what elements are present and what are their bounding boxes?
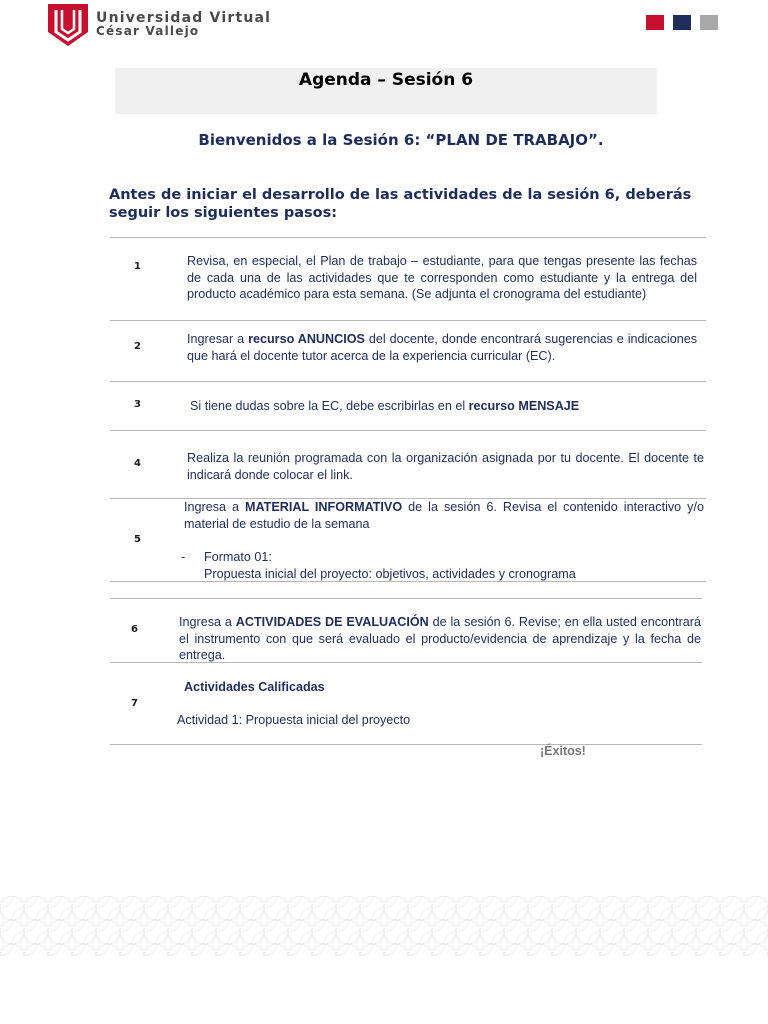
- step-text-pre: Ingresa a: [184, 500, 246, 514]
- step-number: 6: [131, 624, 138, 635]
- step-number: 4: [134, 458, 141, 469]
- step-text-post: de la sesión 6. Revisa el contenido interactivo y/o material de estudio de la semana: [184, 500, 704, 531]
- step-text-pre: Ingresar a: [187, 332, 249, 346]
- step-text: Revisa, en especial, el Plan de trabajo – estudiante, para que tengas presente las fechas de cada una de las actividades que te corresponden como estudiante y la entrega del producto académico para esta semana. (Se adjunta el cronograma del estudiante): [187, 254, 697, 301]
- step-text-post: del docente, donde encontrará sugerencias e indicaciones que hará el docente tutor acerca de la experiencia curricular (EC).: [187, 332, 698, 363]
- step-resource-name: MATERIAL INFORMATIVO: [245, 500, 403, 514]
- divider: [110, 598, 702, 599]
- step-number: 1: [134, 261, 141, 272]
- divider: [110, 381, 706, 382]
- navy-square: [673, 15, 691, 30]
- step-text-post: de la sesión 6. Revise; en ella usted encontrará el instrumento con que será evaluado el producto/evidencia de aprendizaje y la fecha de entrega.: [179, 615, 701, 662]
- divider: [110, 744, 702, 745]
- sub-item-title: Formato 01:: [204, 550, 272, 564]
- step-text: [179, 614, 701, 664]
- step-number: 2: [134, 341, 141, 352]
- logo-text-line2: César Vallejo: [96, 24, 200, 38]
- step-resource-name: recurso MENSAJE: [468, 399, 580, 413]
- step-number: 7: [131, 698, 138, 709]
- logo-text-line1: Universidad Virtual: [96, 10, 272, 26]
- red-square: [646, 15, 664, 30]
- divider: [110, 430, 706, 431]
- university-logo: [46, 2, 272, 48]
- page-title: [115, 68, 657, 114]
- step-text: [190, 398, 700, 415]
- welcome-heading: Bienvenidos a la Sesión 6: “PLAN DE TRABAJO”.: [198, 131, 604, 149]
- step-text-pre: Ingresa a: [179, 615, 236, 629]
- divider: [110, 237, 706, 238]
- divider: [110, 320, 706, 321]
- page-title-text: Agenda – Sesión 6: [298, 70, 474, 90]
- step-number: 3: [134, 399, 141, 410]
- step-text: [187, 331, 697, 364]
- sub-item-text: Propuesta inicial del proyecto: objetivos, actividades y cronograma: [204, 567, 576, 581]
- decorative-pattern: [0, 896, 768, 956]
- gray-square: [700, 15, 718, 30]
- shield-logo-icon: [46, 2, 90, 48]
- step-text: [184, 499, 704, 532]
- closing-message: ¡Éxitos!: [540, 744, 586, 758]
- bullet-marker: -: [181, 550, 186, 564]
- intro-text: Antes de iniciar el desarrollo de las actividades de la sesión 6, deberás seguir los siguientes pasos:: [109, 187, 692, 221]
- step-text: Actividad 1: Propuesta inicial del proyecto: [177, 713, 411, 727]
- step-resource-name: recurso ANUNCIOS: [248, 332, 365, 346]
- step-heading: Actividades Calificadas: [184, 680, 325, 694]
- step-number: 5: [134, 534, 141, 545]
- step-text-pre: Si tiene dudas sobre la EC, debe escribirlas en el: [190, 399, 469, 413]
- step-text: Realiza la reunión programada con la organización asignada por tu docente. El docente te indicará donde colocar el link.: [187, 451, 704, 482]
- step-resource-name: ACTIVIDADES DE EVALUACIÓN: [235, 615, 429, 629]
